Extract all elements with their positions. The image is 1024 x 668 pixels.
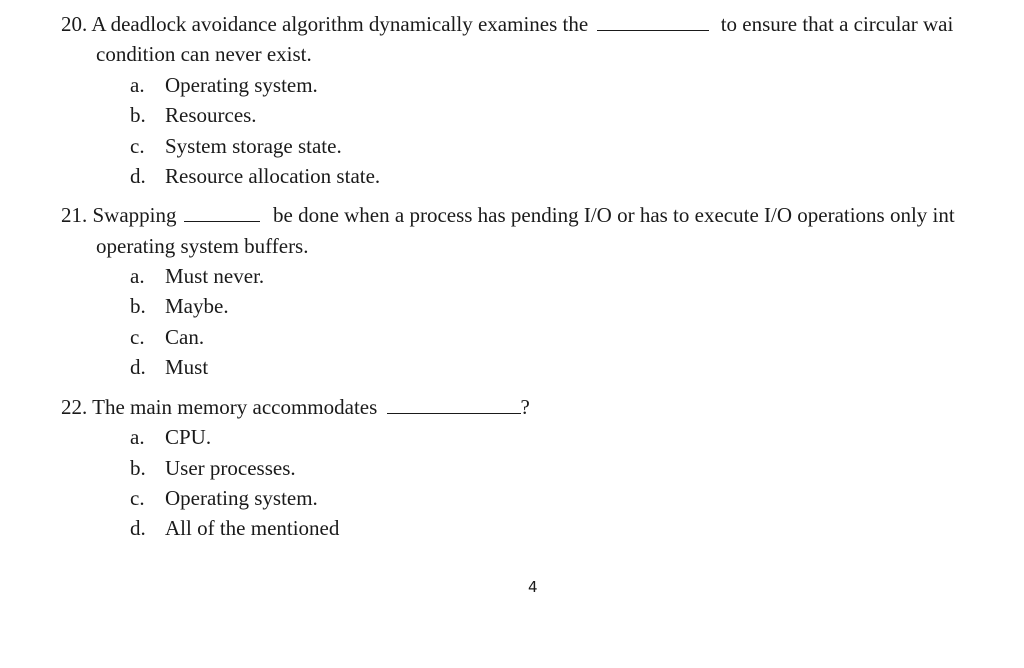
option-b [130, 456, 296, 480]
option-text: Must [165, 355, 209, 379]
question-text-after: to ensure that a circular wai [720, 12, 954, 36]
option-letter: c. [130, 486, 145, 510]
option-d [130, 355, 208, 379]
option-text: Maybe. [165, 294, 229, 318]
option-text: Resource allocation state. [165, 164, 381, 188]
option-text: Must never. [165, 264, 265, 288]
option-letter: c. [130, 134, 145, 158]
option-a [130, 425, 211, 449]
option-letter: c. [130, 325, 145, 349]
option-c [130, 134, 342, 158]
option-text: Resources. [165, 103, 257, 127]
page-number: 4 [528, 578, 538, 596]
option-text: All of the mentioned [165, 516, 340, 540]
question-21-stem [61, 203, 955, 227]
option-c [130, 325, 204, 349]
option-c [130, 486, 318, 510]
option-text: System storage state. [165, 134, 342, 158]
option-text: Operating system. [165, 73, 318, 97]
option-b [130, 294, 229, 318]
option-a [130, 264, 264, 288]
answer-blank [597, 12, 709, 31]
option-letter: b. [130, 294, 146, 318]
question-text-before: A deadlock avoidance algorithm dynamically examines the [91, 12, 589, 36]
question-number: 20. [61, 12, 88, 36]
option-text: CPU. [165, 425, 212, 449]
option-b [130, 103, 257, 127]
option-letter: b. [130, 103, 146, 127]
question-text-before: The main memory accommodates [92, 395, 378, 419]
option-letter: b. [130, 456, 146, 480]
question-continuation: operating system buffers. [96, 234, 309, 258]
option-letter: d. [130, 355, 146, 379]
option-letter: a. [130, 264, 145, 288]
option-letter: a. [130, 425, 145, 449]
question-number: 22. [61, 395, 88, 419]
question-20-stem [61, 12, 953, 36]
answer-blank [184, 203, 260, 222]
question-22-stem [61, 395, 530, 419]
option-text: Can. [165, 325, 205, 349]
question-text-after: ? [520, 395, 530, 419]
question-text-after: be done when a process has pending I/O or has to execute I/O operations only int [273, 203, 955, 227]
option-d [130, 516, 339, 540]
option-letter: a. [130, 73, 145, 97]
question-number: 21. [61, 203, 88, 227]
option-letter: d. [130, 164, 146, 188]
option-a [130, 73, 318, 97]
option-text: User processes. [165, 456, 296, 480]
option-letter: d. [130, 516, 146, 540]
option-text: Operating system. [165, 486, 318, 510]
question-continuation: condition can never exist. [96, 42, 312, 66]
option-d [130, 164, 380, 188]
answer-blank [387, 395, 521, 414]
question-text-before: Swapping [92, 203, 177, 227]
